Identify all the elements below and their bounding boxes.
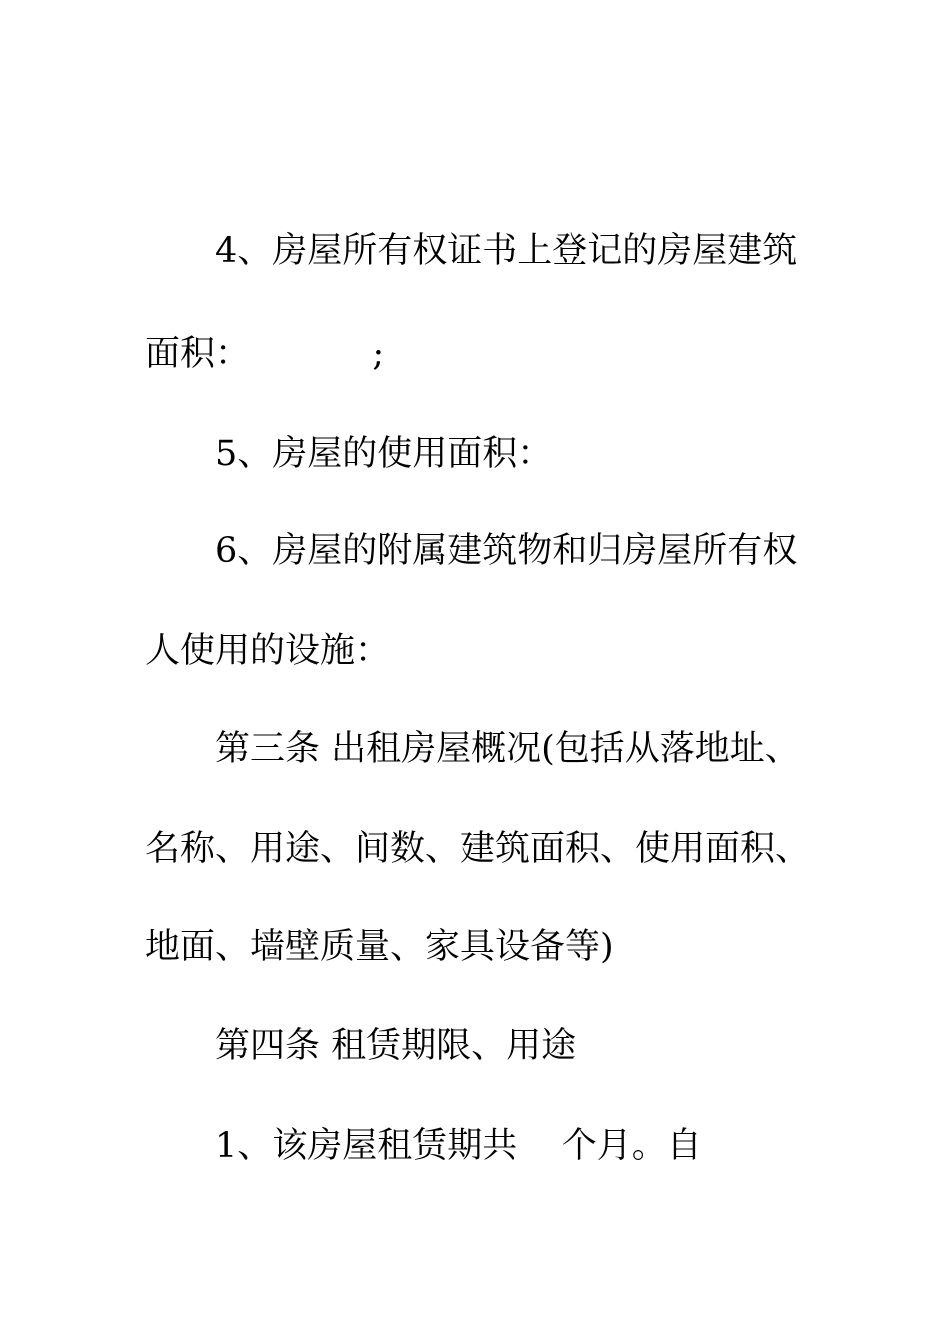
section-heading-article-3: 第三条 出租房屋概况(包括从落地址、 (215, 729, 800, 769)
paragraph-line-8: 地面、墙壁质量、家具设备等) (145, 927, 614, 967)
paragraph-line-7: 名称、用途、间数、建筑面积、使用面积、 (145, 829, 811, 869)
paragraph-line-10: 1、该房屋租赁期共 个月。自 (215, 1126, 702, 1166)
paragraph-line-5: 人使用的设施： (145, 631, 391, 671)
paragraph-line-4: 6、房屋的附属建筑物和归房屋所有权 (215, 531, 798, 571)
section-heading-article-4: 第四条 租赁期限、用途 (215, 1026, 577, 1066)
paragraph-line-2: 面积： ; (145, 334, 385, 374)
paragraph-line-3: 5、房屋的使用面积： (215, 434, 553, 474)
paragraph-line-1: 4、房屋所有权证书上登记的房屋建筑 (215, 231, 798, 271)
